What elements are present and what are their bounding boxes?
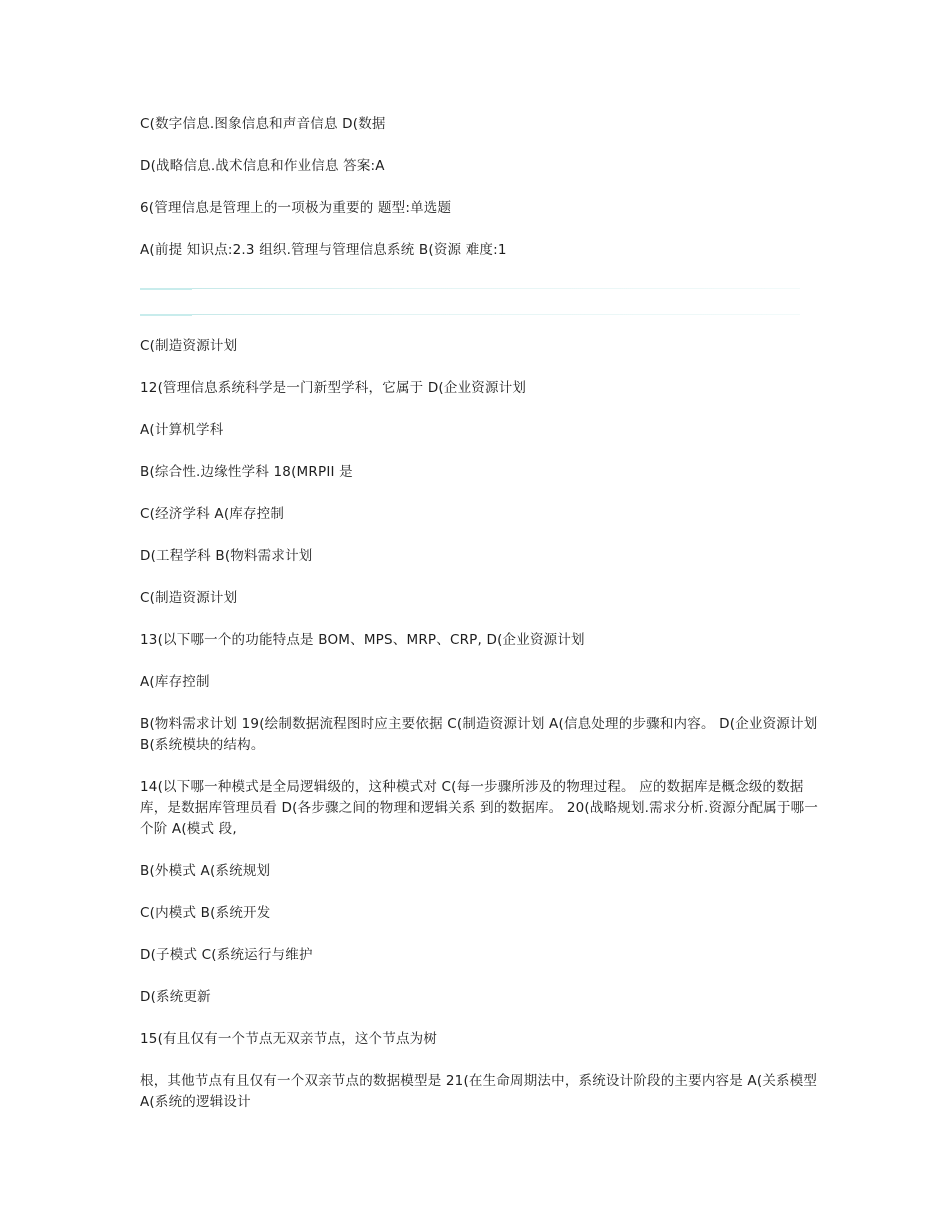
separator-tick	[140, 314, 192, 316]
document-page	[140, 114, 820, 1134]
text-line: C(制造资源计划	[140, 338, 238, 354]
text-line: 15(有且仅有一个节点无双亲节点，这个节点为树	[140, 1031, 438, 1047]
text-line: C(制造资源计划	[140, 590, 238, 606]
text-line: 14(以下哪一种模式是全局逻辑级的，这种模式对 C(每一步骤所涉及的物理过程。 应的数据库是概念级的数据库，是数据库管理员看 D(各步骤之间的物理和逻辑关系 到的数据库。 20(战略规划.需求分析.资源分配属于哪一个阶 A(模式 段,	[140, 779, 819, 837]
text-line: C(经济学科 A(库存控制	[140, 506, 285, 522]
text-line: C(内模式 B(系统开发	[140, 905, 271, 921]
text-line: B(综合性.边缘性学科 18(MRPII 是	[140, 464, 353, 480]
text-line: 根，其他节点有且仅有一个双亲节点的数据模型是 21(在生命周期法中，系统设计阶段的主要内容是 A(关系模型 A(系统的逻辑设计	[140, 1073, 818, 1110]
separator-line	[140, 288, 800, 289]
text-line: B(外模式 A(系统规划	[140, 863, 271, 879]
separator-tick	[140, 288, 192, 290]
text-line: 6(管理信息是管理上的一项极为重要的 题型:单选题	[140, 200, 452, 216]
text-line: 12(管理信息系统科学是一门新型学科，它属于 D(企业资源计划	[140, 380, 527, 396]
text-line: A(计算机学科	[140, 422, 224, 438]
text-line: D(系统更新	[140, 989, 211, 1005]
text-line: A(库存控制	[140, 674, 210, 690]
text-line: D(子模式 C(系统运行与维护	[140, 947, 313, 963]
separator-line	[140, 314, 800, 315]
text-line: D(工程学科 B(物料需求计划	[140, 548, 313, 564]
text-line: C(数字信息.图象信息和声音信息 D(数据	[140, 116, 386, 132]
text-line: D(战略信息.战术信息和作业信息 答案:A	[140, 158, 385, 174]
separator	[140, 282, 820, 321]
text-line: A(前提 知识点:2.3 组织.管理与管理信息系统 B(资源 难度:1	[140, 242, 507, 258]
text-line: B(物料需求计划 19(绘制数据流程图时应主要依据 C(制造资源计划 A(信息处理的步骤和内容。 D(企业资源计划 B(系统模块的结构。	[140, 716, 818, 753]
text-line: 13(以下哪一个的功能特点是 BOM、MPS、MRP、CRP, D(企业资源计划	[140, 632, 585, 648]
